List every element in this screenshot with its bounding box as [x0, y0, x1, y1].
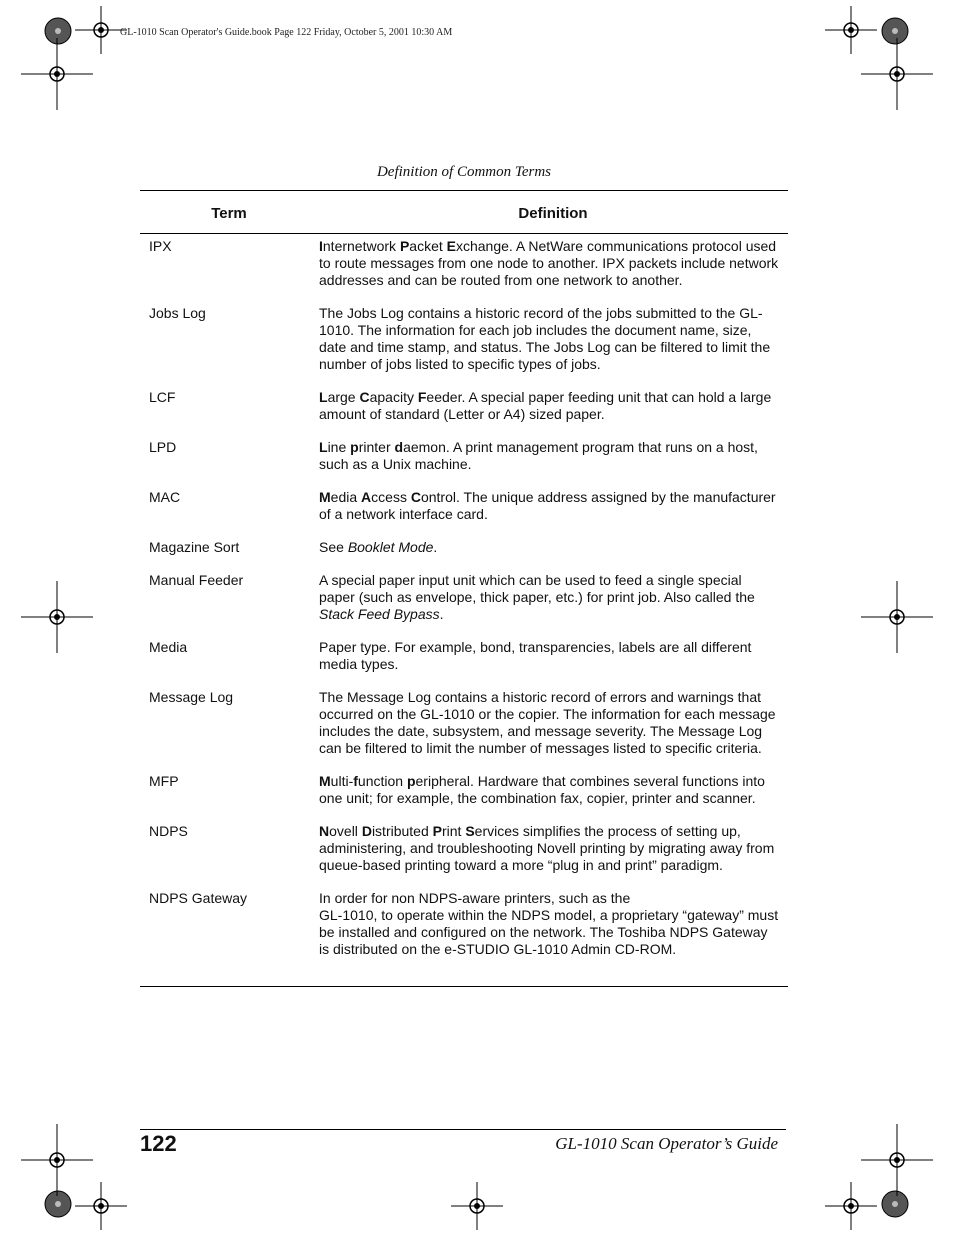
definition-text: A — [361, 489, 372, 505]
table-row — [140, 639, 788, 673]
definition-cell — [319, 305, 779, 373]
term-cell: LCF — [149, 389, 176, 405]
definition-text: P — [399, 238, 410, 254]
definition-text: . — [439, 606, 444, 622]
guide-title: GL-1010 Scan Operator’s Guide — [555, 1134, 778, 1153]
definition-text: C — [359, 389, 370, 405]
definition-text: N — [319, 823, 330, 839]
registration-mark — [21, 581, 93, 653]
definition-cell — [319, 389, 779, 423]
term-cell: NDPS — [149, 823, 188, 839]
table-row — [140, 823, 788, 874]
definition-text: Stack Feed Bypass — [319, 606, 440, 622]
starburst-mark — [45, 1191, 71, 1217]
definition-text: S — [465, 823, 475, 839]
definition-text: eeder. A special paper feeding unit that can hold a large amount of standard (Letter or A4) sized paper. — [319, 389, 772, 422]
table-row — [140, 539, 788, 556]
table-row — [140, 689, 788, 757]
table-row — [140, 489, 788, 523]
definition-cell — [319, 890, 779, 958]
crop-mark — [451, 1182, 503, 1230]
definition-text: ontrol. The unique address assigned by the manufacturer of a network interface card. — [319, 489, 776, 522]
definition-text: C — [410, 489, 421, 505]
definition-text: A special paper input unit which can be used to feed a single special paper (such as envelope, thick paper, etc.) for print job. Also called the — [319, 572, 755, 605]
definition-cell — [319, 439, 779, 473]
definition-text: istributed — [371, 823, 433, 839]
table-title: Definition of Common Terms — [376, 164, 552, 180]
registration-mark — [861, 581, 933, 653]
registration-mark — [861, 1124, 933, 1196]
definition-text: Booklet Mode — [347, 539, 434, 555]
definition-text: acket — [409, 238, 447, 254]
term-cell: NDPS Gateway — [149, 890, 248, 906]
term-cell: Manual Feeder — [149, 572, 244, 588]
header-rule — [140, 233, 788, 234]
definition-text: eripheral. Hardware that combines several functions into one unit; for example, the combination fax, copier, printer and scanner. — [319, 773, 765, 806]
table-row — [140, 773, 788, 807]
definition-text: aemon. A print management program that runs on a host, such as a Unix machine. — [319, 439, 758, 472]
definition-text: See — [319, 539, 348, 555]
definition-text: ulti- — [330, 773, 354, 789]
page-number: 122 — [140, 1131, 177, 1156]
definition-text: M — [319, 773, 331, 789]
crop-mark — [825, 1182, 877, 1230]
starburst-mark — [45, 18, 71, 44]
definition-text: ine — [327, 439, 351, 455]
definition-cell — [319, 539, 779, 556]
definition-text: . — [433, 539, 438, 555]
term-cell: Magazine Sort — [149, 539, 240, 555]
definition-text: D — [361, 823, 372, 839]
definition-text: d — [394, 439, 404, 455]
definition-text: p — [406, 773, 416, 789]
book-slug: GL-1010 Scan Operator's Guide.book Page 122 Friday, October 5, 2001 10:30 AM — [120, 27, 453, 38]
table-row — [140, 389, 788, 423]
registration-mark — [21, 1124, 93, 1196]
term-cell: LPD — [149, 439, 177, 455]
definition-text: arge — [327, 389, 360, 405]
term-cell: IPX — [149, 238, 172, 254]
table-row — [140, 439, 788, 473]
definition-text: edia — [330, 489, 362, 505]
definition-text: ovell — [329, 823, 362, 839]
definition-text: M — [319, 489, 331, 505]
definition-text: L — [319, 389, 328, 405]
registration-mark — [861, 38, 933, 110]
table-row — [140, 572, 788, 623]
starburst-mark — [882, 1191, 908, 1217]
definition-text: nternetwork — [322, 238, 400, 254]
definition-text: f — [353, 773, 358, 789]
definition-text: In order for non NDPS-aware printers, such as the — [319, 890, 631, 906]
registration-mark — [21, 38, 93, 110]
definition-text: p — [350, 439, 359, 455]
definition-text: E — [446, 238, 456, 254]
definition-text: The Message Log contains a historic record of errors and warnings that occurred on the GL-1010 or the copier. The information for each message includes the date, subsystem, and message severity. The Message Log can be filtered to limit the number of messages listed to specific criteria. — [319, 689, 776, 756]
definition-text: I — [319, 238, 323, 254]
definition-text: rinter — [358, 439, 395, 455]
definition-cell — [319, 639, 779, 673]
definition-cell — [319, 823, 779, 874]
table-row — [140, 305, 788, 373]
definition-cell — [319, 773, 779, 807]
term-cell: Jobs Log — [149, 305, 206, 321]
term-cell: MAC — [149, 489, 181, 505]
definition-text: GL-1010, to operate within the NDPS model, a proprietary “gateway” must be installed and configured on the network. The Toshiba NDPS Gateway is distributed on the e-STUDIO GL-1010 Admin CD-ROM. — [319, 907, 779, 957]
definition-text: xchange. A NetWare communications protocol used to route messages from one node to another. IPX packets include network addresses and can be routed from one network to another. — [319, 238, 779, 288]
definition-column-header: Definition — [518, 205, 588, 222]
definition-cell — [319, 689, 779, 757]
term-cell: MFP — [149, 773, 179, 789]
term-column-header: Term — [211, 205, 247, 222]
table-row — [140, 890, 788, 958]
definition-text: rint — [441, 823, 466, 839]
definition-cell — [319, 238, 779, 289]
table-row — [140, 238, 788, 289]
term-cell: Message Log — [149, 689, 234, 705]
table-bottom-rule — [140, 986, 788, 987]
definition-text: unction — [357, 773, 407, 789]
definition-text: L — [319, 439, 328, 455]
definition-cell — [319, 489, 779, 523]
table-top-rule — [140, 190, 788, 191]
definition-text: ccess — [371, 489, 411, 505]
footer-rule — [140, 1129, 786, 1130]
definition-text: P — [432, 823, 442, 839]
starburst-mark — [882, 18, 908, 44]
definition-text: ervices simplifies the process of setting up, administering, and troubleshooting Novell printing by migrating away from queue-based printing toward a more “plug in and print” paradigm. — [319, 823, 775, 873]
definition-text: F — [417, 389, 427, 405]
definition-cell — [319, 572, 779, 623]
crop-mark — [75, 1182, 127, 1230]
definition-text: The Jobs Log contains a historic record of the jobs submitted to the GL-1010. The information for each job includes the document name, size, date and time stamp, and status. The Jobs Log can be filtered to limit the number of jobs listed to specific types of jobs. — [319, 305, 771, 372]
definition-text: apacity — [369, 389, 418, 405]
definition-text: Paper type. For example, bond, transparencies, labels are all different media types. — [319, 639, 752, 672]
term-cell: Media — [149, 639, 188, 655]
crop-mark — [825, 6, 877, 54]
glossary-table-body — [140, 238, 788, 974]
